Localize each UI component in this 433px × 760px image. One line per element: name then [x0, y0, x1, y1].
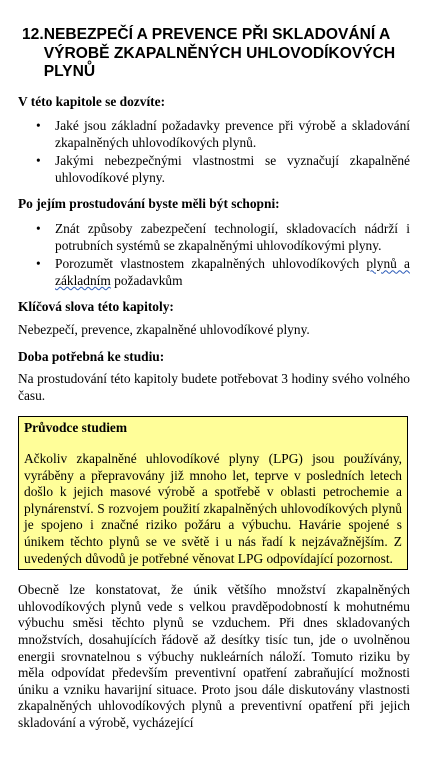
spellcheck-underlined-text: plynů a základním [55, 256, 410, 288]
time-heading: Doba potřebná ke studiu: [18, 348, 165, 364]
body-paragraph: Obecně lze konstatovat, že únik většího množství zkapalněných uhlovodíkových plynů vede s velkou pravděpodobností k mohutnému výbuchu směsi těchto plynů se vzduchem. Při dnes skladovaných množstvích, dosahujících řádově až desítky tisíc tun, jde o uvolněnou energii srovnatelnou s výbuchy nukleárních náloží. Tomuto riziku by měla odpovídat především preventivní opatření zabraňující možnosti úniku a vzniku havarijní situace. Proto jsou dále diskutovány vlastnosti zkapalněných uhlovodíkových plynů a preventivní opatření při jejich skladování a výrobě, vycházející [18, 582, 410, 730]
learn-item: • Jakými nebezpečnými vlastnostmi se vyznačují zkapalněné uhlovodíkové plyny. [36, 153, 410, 186]
able-item-text-end: požadavkům [110, 272, 183, 288]
learn-item: • Jaké jsou základní požadavky prevence při výrobě a skladování zkapalněných uhlovodíkových plynů. [36, 118, 410, 151]
able-item-text: Porozumět vlastnostem zkapalněných uhlovodíkových [55, 256, 367, 272]
guide-heading: Průvodce studiem [24, 420, 128, 436]
section-keywords [18, 299, 410, 338]
able-item: • Znát způsoby zabezpečení technologií, skladovacích nádrží i potrubních systémů se zkapalněnými uhlovodíkovými plyny. [36, 221, 410, 254]
time-text: Na prostudování této kapitoly budete potřebovat 3 hodiny svého volného času. [18, 371, 410, 403]
chapter-title: NEBEZPEČÍ A PREVENCE PŘI SKLADOVÁNÍ A VÝROBĚ ZKAPALNĚNÝCH UHLOVODÍKOVÝCH PLYNŮ [43, 26, 396, 80]
section-time [18, 349, 410, 405]
page [18, 26, 410, 732]
chapter-heading [22, 26, 410, 82]
keywords-heading: Klíčová slova této kapitoly: [18, 299, 174, 315]
learn-heading: V této kapitole se dozvíte: [18, 93, 166, 109]
able-heading: Po jejím prostudování byste měli být schopni: [18, 196, 280, 212]
able-list [18, 221, 410, 289]
learn-list [18, 118, 410, 186]
study-guide-box [18, 416, 408, 570]
section-able [18, 196, 410, 289]
guide-text: Ačkoliv zkapalněné uhlovodíkové plyny (LPG) jsou používány, vyráběny a přepravovány již mnoho let, teprve v posledních letech došlo k jejich masové výrobě a spotřebě v oblasti petrochemie a plynárenství. S rozvojem použití zkapalněných uhlovodíkových plynů je spojeno i značné riziko požáru a výbuchu. Havárie spojené s únikem těchto plynů se ve světě i u nás řadí k nejzávažnějším. Z uvedených důvodů je potřebné věnovat LPG odpovídající pozornost. [24, 451, 402, 566]
keywords-text: Nebezpečí, prevence, zkapalněné uhlovodíkové plyny. [18, 322, 310, 338]
section-learn [18, 94, 410, 187]
chapter-number: 12. [22, 26, 44, 43]
able-item [36, 256, 410, 289]
